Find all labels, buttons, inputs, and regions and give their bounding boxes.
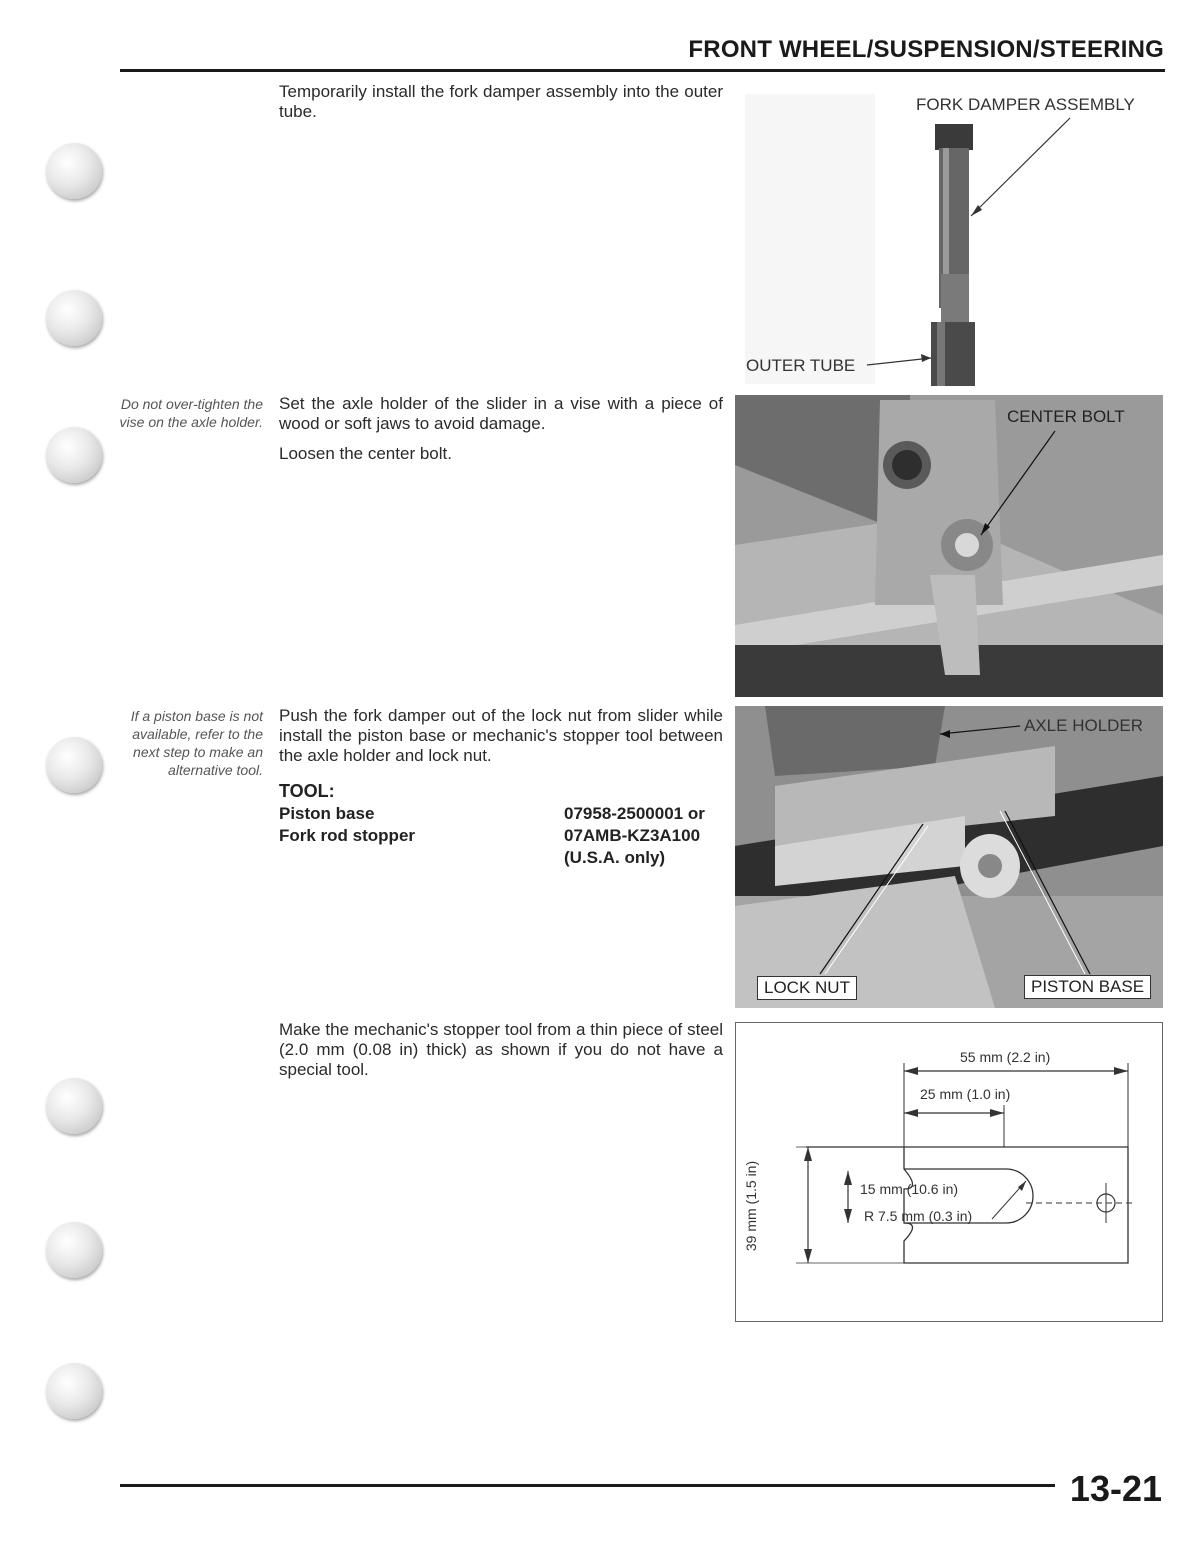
dim-height: 39 mm (1.5 in) bbox=[743, 1160, 760, 1252]
tool-name-fork-rod-stopper: Fork rod stopper bbox=[279, 826, 416, 845]
header-rule bbox=[120, 69, 1165, 72]
tool-heading: TOOL: bbox=[279, 781, 335, 801]
label-lock-nut: LOCK NUT bbox=[757, 976, 857, 1000]
step4-text: Make the mechanic's stopper tool from a thin piece of steel (2.0 mm (0.08 in) thick) as shown if you do not have a special tool. bbox=[279, 1020, 723, 1079]
tool-part-fork-rod-stopper: 07AMB-KZ3A100 bbox=[564, 826, 701, 845]
leader-lines-fig3 bbox=[735, 706, 1163, 1008]
label-center-bolt: CENTER BOLT bbox=[1007, 407, 1125, 426]
dim-slot-width: 25 mm (1.0 in) bbox=[920, 1086, 1011, 1102]
tool-region-note: (U.S.A. only) bbox=[564, 848, 666, 867]
binder-hole bbox=[46, 143, 102, 199]
step2-text2: Loosen the center bolt. bbox=[279, 444, 452, 463]
binder-hole bbox=[46, 427, 102, 483]
tool-name-piston-base: Piston base bbox=[279, 804, 375, 823]
leader-lines-fig1 bbox=[735, 84, 1163, 386]
label-fork-damper-assembly: FORK DAMPER ASSEMBLY bbox=[916, 95, 1135, 114]
binder-hole bbox=[46, 1363, 102, 1419]
step3-note: If a piston base is not available, refer to the next step to make an alternative tool. bbox=[130, 708, 263, 778]
binder-hole bbox=[46, 1078, 102, 1134]
leader-lines-fig2 bbox=[735, 395, 1163, 697]
step1-text: Temporarily install the fork damper assembly into the outer tube. bbox=[279, 82, 723, 121]
label-piston-base: PISTON BASE bbox=[1024, 975, 1151, 999]
binder-hole bbox=[46, 737, 102, 793]
label-outer-tube: OUTER TUBE bbox=[746, 356, 856, 375]
label-axle-holder: AXLE HOLDER bbox=[1024, 716, 1144, 735]
step2-note: Do not over-tighten the vise on the axle holder. bbox=[119, 396, 263, 430]
page-title: FRONT WHEEL/SUSPENSION/STEERING bbox=[688, 36, 1164, 63]
dim-radius: R 7.5 mm (0.3 in) bbox=[864, 1208, 973, 1224]
page-number: 13-21 bbox=[1069, 1468, 1162, 1509]
dim-slot-height: 15 mm (10.6 in) bbox=[860, 1181, 959, 1197]
figure-stopper-tool-drawing bbox=[735, 1022, 1163, 1322]
step2-text: Set the axle holder of the slider in a vise with a piece of wood or soft jaws to avoid damage. bbox=[279, 394, 723, 433]
step3-text: Push the fork damper out of the lock nut from slider while install the piston base or mechanic's stopper tool between the axle holder and lock nut. bbox=[279, 706, 723, 765]
binder-hole bbox=[46, 1222, 102, 1278]
footer-rule bbox=[120, 1484, 1055, 1487]
dim-overall-width: 55 mm (2.2 in) bbox=[960, 1049, 1051, 1065]
tool-part-piston-base: 07958-2500001 or bbox=[564, 804, 705, 823]
binder-hole bbox=[46, 290, 102, 346]
